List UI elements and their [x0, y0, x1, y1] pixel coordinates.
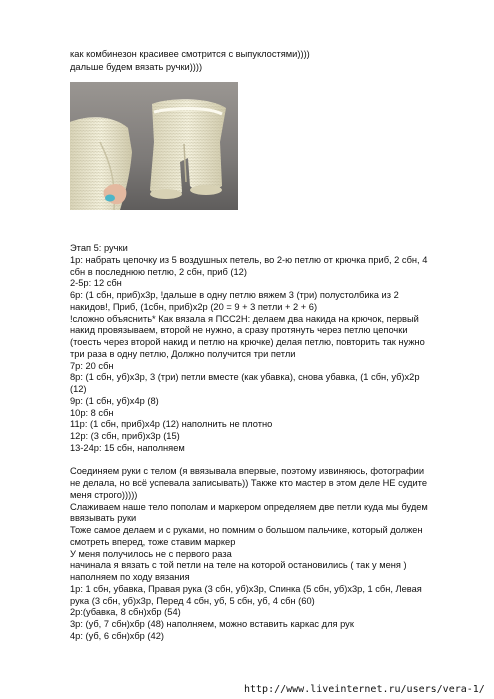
assembly-line: Соединяем руки с телом (я ввязывала впервые, поэтому извиняюсь, фотографии — [70, 466, 425, 477]
stage-line: сбн в последнюю петлю, 2 сбн, приб (12) — [70, 266, 247, 277]
stage-line: 6р: (1 сбн, приб)х3р, !дальше в одну петлю вяжем 3 (три) полустолбика из 2 — [70, 290, 399, 300]
stage-line: 12р: (3 сбн, приб)х3р (15) — [70, 431, 180, 441]
stage-line: 11р: (1 сбн, приб)х4р (12) наполнить не плотно — [70, 419, 273, 430]
stage-line: 2-5р: 12 сбн — [70, 278, 122, 289]
stage-line: !сложно объяснить* Как вязала я ПСС2Н: делаем два накида на крючок, первый — [70, 313, 419, 324]
stage-line: 10р: 8 сбн — [70, 407, 114, 418]
assembly-line: Тоже самое делаем и с руками, но помним о большом пальчике, который должен — [70, 525, 423, 535]
stage-line: 13-24р: 15 сбн, наполняем — [70, 442, 185, 453]
stage-line: три раза в одну петлю, Должно получится три петли — [70, 348, 296, 359]
stage-line: (тоесть через второй накид и петлю на крючке) делая петлю, повторить так нужно — [70, 337, 425, 347]
crochet-photo — [70, 82, 238, 210]
assembly-line: начинала я вязать с той петли на теле на которой остановились ( так у меня ) — [70, 560, 407, 571]
assembly-line: наполняем по ходу вязания — [70, 572, 190, 582]
intro-text — [70, 48, 460, 73]
assembly-line: ввязывать руки — [70, 513, 137, 524]
stage-line: накид провязываем, второй не нужно, а сразу протянуть через петлю цепочки — [70, 325, 408, 336]
assembly-line: смотреть вперед, тоже ставим маркер — [70, 536, 236, 547]
assembly-line: 2р:(убавка, 8 сбн)хбр (54) — [70, 607, 181, 618]
assembly-line: У меня получилось не с первого раза — [70, 548, 232, 559]
stage-line: Этап 5: ручки — [70, 243, 128, 253]
stage-line: 8р: (1 сбн, уб)х3р, 3 (три) петли вместе (как убавка), снова убавка, (1 сбн, уб)х2р — [70, 372, 420, 383]
source-url: http://www.liveinternet.ru/users/vera-1/ — [244, 684, 485, 695]
assembly-line: не делала, но всё успевала записывать)) Также кто мастер в этом деле НЕ судите — [70, 478, 427, 488]
intro-line-2: дальше будем вязать ручки)))) — [70, 61, 203, 72]
paragraph-gap — [70, 455, 470, 467]
pattern-text — [70, 243, 470, 643]
stage-line: накидов!, Приб, (1сбн, приб)х2р (20 = 9 + 3 петли + 2 + 6) — [70, 301, 318, 312]
assembly-line: Слаживаем наше тело пополам и маркером определяем две петли куда мы будем — [70, 501, 428, 512]
assembly-line: рука (3 сбн, уб)х3р, Перед 4 сбн, уб, 5 сбн, уб, 4 сбн (60) — [70, 595, 315, 606]
stage-line: 1р: набрать цепочку из 5 воздушных петель, во 2-ю петлю от крючка приб, 2 сбн, 4 — [70, 254, 428, 265]
assembly-line: 4р: (уб, 6 сбн)хбр (42) — [70, 630, 164, 641]
assembly-line: меня строго))))) — [70, 489, 138, 500]
stage-line: (12) — [70, 384, 87, 394]
intro-line-1: как комбинезон красивее смотрится с выпуклостями)))) — [70, 49, 310, 59]
stage-line: 7р: 20 сбн — [70, 360, 114, 371]
assembly-line: 3р: (уб, 7 сбн)хбр (48) наполняем, можно вставить каркас для рук — [70, 619, 354, 629]
assembly-line: 1р: 1 сбн, убавка, Правая рука (3 сбн, уб)х3р, Спинка (5 сбн, уб)х3р, 1 сбн, Левая — [70, 583, 422, 594]
stage-line: 9р: (1 сбн, уб)х4р (8) — [70, 395, 159, 406]
